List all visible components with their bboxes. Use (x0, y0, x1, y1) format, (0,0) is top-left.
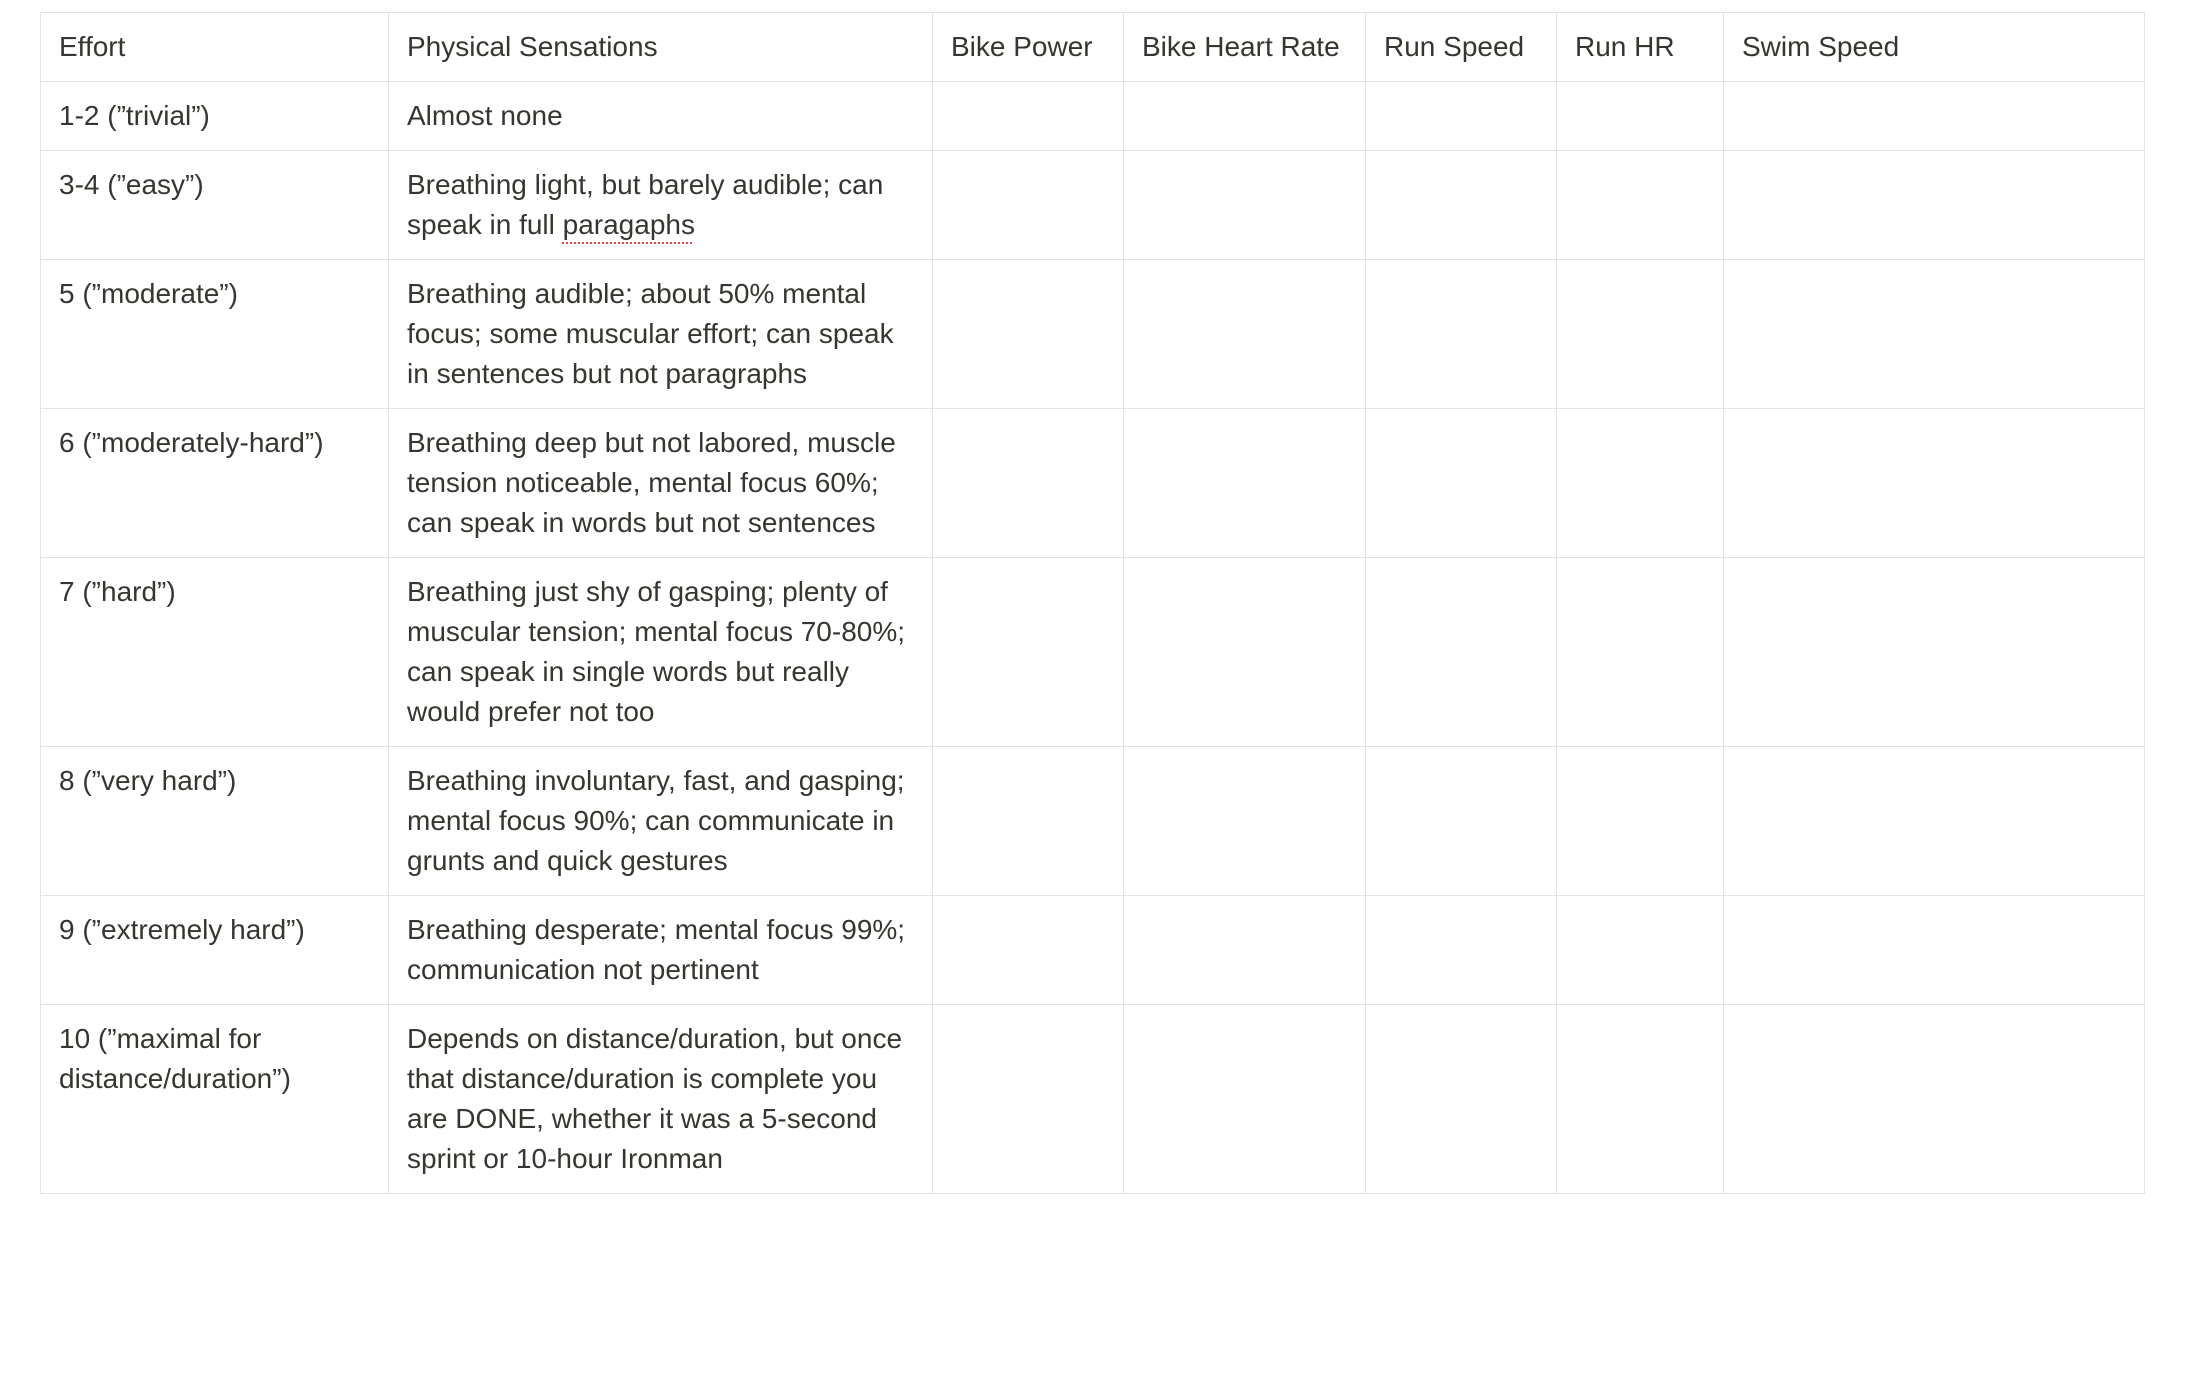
cell-run-hr[interactable] (1557, 409, 1724, 558)
cell-run-speed[interactable] (1366, 747, 1557, 896)
cell-effort[interactable]: 8 (”very hard”) (41, 747, 389, 896)
cell-run-speed[interactable] (1366, 1005, 1557, 1194)
cell-run-speed[interactable] (1366, 260, 1557, 409)
table-row (41, 896, 2145, 1005)
header-physical-sensations[interactable]: Physical Sensations (389, 13, 933, 82)
cell-physical-sensations[interactable] (389, 896, 933, 1005)
sensations-text: Breathing light, but barely audible; can speak in full (407, 169, 884, 240)
cell-effort[interactable]: 9 (”extremely hard”) (41, 896, 389, 1005)
cell-bike-heart-rate[interactable] (1124, 82, 1366, 151)
cell-run-speed[interactable] (1366, 151, 1557, 260)
table-header-row (41, 13, 2145, 82)
table-row (41, 558, 2145, 747)
cell-bike-heart-rate[interactable] (1124, 896, 1366, 1005)
effort-table-container (40, 12, 2145, 1194)
cell-swim-speed[interactable] (1724, 558, 2145, 747)
sensations-text: Breathing deep but not labored, muscle tension noticeable, mental focus 60%; can speak in words but not sentences (407, 427, 896, 538)
cell-physical-sensations[interactable] (389, 82, 933, 151)
header-run-speed[interactable]: Run Speed (1366, 13, 1557, 82)
table-row (41, 747, 2145, 896)
cell-run-hr[interactable] (1557, 151, 1724, 260)
table-row (41, 82, 2145, 151)
cell-physical-sensations[interactable] (389, 747, 933, 896)
cell-bike-power[interactable] (933, 747, 1124, 896)
table-row (41, 151, 2145, 260)
cell-bike-power[interactable] (933, 409, 1124, 558)
cell-swim-speed[interactable] (1724, 151, 2145, 260)
cell-run-hr[interactable] (1557, 82, 1724, 151)
table-row (41, 260, 2145, 409)
cell-bike-power[interactable] (933, 151, 1124, 260)
cell-run-hr[interactable] (1557, 558, 1724, 747)
cell-effort[interactable]: 5 (”moderate”) (41, 260, 389, 409)
spellcheck-flagged-word[interactable]: paragaphs (562, 209, 695, 240)
cell-bike-power[interactable] (933, 558, 1124, 747)
cell-effort[interactable]: 7 (”hard”) (41, 558, 389, 747)
cell-physical-sensations[interactable] (389, 409, 933, 558)
cell-bike-heart-rate[interactable] (1124, 558, 1366, 747)
sensations-text: Depends on distance/duration, but once that distance/duration is complete you are DONE, whether it was a 5-second sprint or 10-hour Ironman (407, 1023, 903, 1174)
cell-bike-heart-rate[interactable] (1124, 151, 1366, 260)
cell-swim-speed[interactable] (1724, 409, 2145, 558)
cell-run-speed[interactable] (1366, 409, 1557, 558)
cell-swim-speed[interactable] (1724, 896, 2145, 1005)
cell-physical-sensations[interactable] (389, 1005, 933, 1194)
cell-bike-power[interactable] (933, 1005, 1124, 1194)
cell-run-hr[interactable] (1557, 1005, 1724, 1194)
header-run-hr[interactable]: Run HR (1557, 13, 1724, 82)
table-row (41, 409, 2145, 558)
table-row (41, 1005, 2145, 1194)
cell-swim-speed[interactable] (1724, 82, 2145, 151)
cell-bike-heart-rate[interactable] (1124, 1005, 1366, 1194)
cell-effort[interactable]: 1-2 (”trivial”) (41, 82, 389, 151)
cell-run-hr[interactable] (1557, 896, 1724, 1005)
header-swim-speed[interactable]: Swim Speed (1724, 13, 2145, 82)
cell-run-hr[interactable] (1557, 747, 1724, 896)
cell-swim-speed[interactable] (1724, 260, 2145, 409)
cell-bike-power[interactable] (933, 82, 1124, 151)
header-effort[interactable]: Effort (41, 13, 389, 82)
cell-swim-speed[interactable] (1724, 747, 2145, 896)
cell-effort[interactable]: 3-4 (”easy”) (41, 151, 389, 260)
cell-run-hr[interactable] (1557, 260, 1724, 409)
sensations-text: Breathing desperate; mental focus 99%; communication not pertinent (407, 914, 906, 985)
cell-bike-heart-rate[interactable] (1124, 409, 1366, 558)
cell-run-speed[interactable] (1366, 896, 1557, 1005)
effort-table (40, 12, 2145, 1194)
cell-run-speed[interactable] (1366, 82, 1557, 151)
cell-bike-heart-rate[interactable] (1124, 260, 1366, 409)
cell-bike-power[interactable] (933, 260, 1124, 409)
header-bike-power[interactable]: Bike Power (933, 13, 1124, 82)
sensations-text: Breathing audible; about 50% mental focus; some muscular effort; can speak in sentences but not paragraphs (407, 278, 894, 389)
header-bike-heart-rate[interactable]: Bike Heart Rate (1124, 13, 1366, 82)
cell-physical-sensations[interactable] (389, 558, 933, 747)
cell-effort[interactable]: 10 (”maximal for distance/duration”) (41, 1005, 389, 1194)
cell-physical-sensations[interactable] (389, 151, 933, 260)
sensations-text: Breathing involuntary, fast, and gasping; mental focus 90%; can communicate in grunts and quick gestures (407, 765, 905, 876)
cell-bike-power[interactable] (933, 896, 1124, 1005)
sensations-text: Breathing just shy of gasping; plenty of muscular tension; mental focus 70-80%; can speak in single words but really would prefer not too (407, 576, 906, 727)
cell-run-speed[interactable] (1366, 558, 1557, 747)
sensations-text: Almost none (407, 100, 563, 131)
cell-swim-speed[interactable] (1724, 1005, 2145, 1194)
cell-physical-sensations[interactable] (389, 260, 933, 409)
cell-bike-heart-rate[interactable] (1124, 747, 1366, 896)
cell-effort[interactable]: 6 (”moderately-hard”) (41, 409, 389, 558)
